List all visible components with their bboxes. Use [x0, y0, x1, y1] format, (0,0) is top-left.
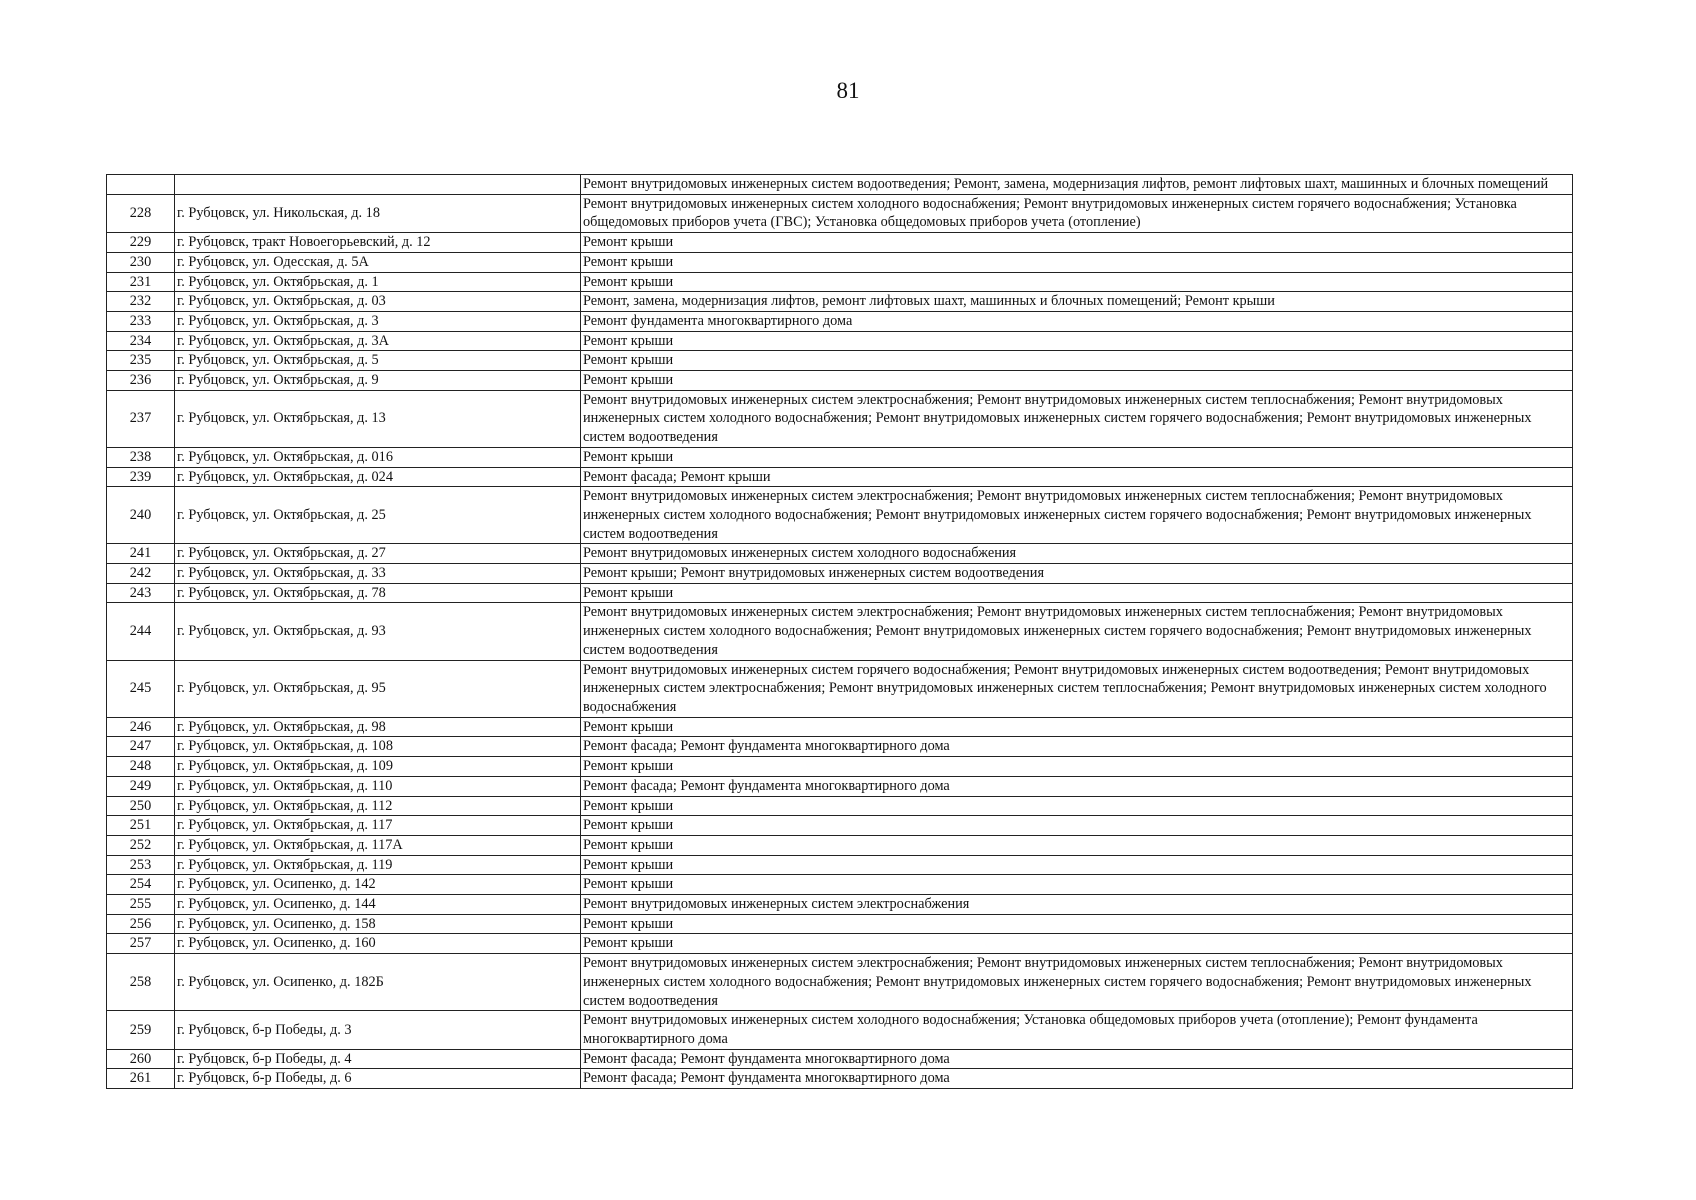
row-number: 239: [107, 467, 175, 487]
row-works: Ремонт внутридомовых инженерных систем электроснабжения; Ремонт внутридомовых инженерных систем теплоснабжения; Ремонт внутридомовых инженерных систем холодного водоснабжения; Ремонт внутридомовых инженерных систем горячего водоснабжения; Ремонт внутридомовых инженерных систем водоотведения: [581, 603, 1573, 660]
row-works: Ремонт крыши: [581, 757, 1573, 777]
row-works: Ремонт внутридомовых инженерных систем холодного водоснабжения; Установка общедомовых приборов учета (отопление); Ремонт фундамента многоквартирного дома: [581, 1011, 1573, 1049]
row-number: 257: [107, 934, 175, 954]
row-works: Ремонт внутридомовых инженерных систем холодного водоснабжения; Ремонт внутридомовых инженерных систем горячего водоснабжения; Установка общедомовых приборов учета (ГВС); Установка общедомовых приборов учета (отопление): [581, 194, 1573, 232]
row-number: 261: [107, 1069, 175, 1089]
row-address: г. Рубцовск, ул. Октябрьская, д. 016: [175, 447, 581, 467]
row-address: г. Рубцовск, ул. Осипенко, д. 142: [175, 875, 581, 895]
table-row: [107, 835, 1573, 855]
row-number: 228: [107, 194, 175, 232]
table-row: [107, 934, 1573, 954]
row-number: [107, 175, 175, 195]
row-address: г. Рубцовск, ул. Октябрьская, д. 3: [175, 311, 581, 331]
row-number: 254: [107, 875, 175, 895]
table-row: [107, 564, 1573, 584]
row-works: Ремонт фасада; Ремонт фундамента многоквартирного дома: [581, 737, 1573, 757]
table-body: [107, 175, 1573, 1089]
row-works: Ремонт фасада; Ремонт крыши: [581, 467, 1573, 487]
table-row: [107, 1011, 1573, 1049]
row-address: г. Рубцовск, б-р Победы, д. 3: [175, 1011, 581, 1049]
row-works: Ремонт крыши: [581, 914, 1573, 934]
table-row: [107, 175, 1573, 195]
table-row: [107, 390, 1573, 447]
row-address: г. Рубцовск, ул. Осипенко, д. 158: [175, 914, 581, 934]
row-number: 250: [107, 796, 175, 816]
row-number: 246: [107, 717, 175, 737]
row-address: г. Рубцовск, ул. Октябрьская, д. 119: [175, 855, 581, 875]
row-works: Ремонт внутридомовых инженерных систем электроснабжения; Ремонт внутридомовых инженерных систем теплоснабжения; Ремонт внутридомовых инженерных систем холодного водоснабжения; Ремонт внутридомовых инженерных систем горячего водоснабжения; Ремонт внутридомовых инженерных систем водоотведения: [581, 487, 1573, 544]
row-works: Ремонт крыши: [581, 583, 1573, 603]
row-number: 255: [107, 895, 175, 915]
row-number: 238: [107, 447, 175, 467]
row-number: 252: [107, 835, 175, 855]
table-row: [107, 487, 1573, 544]
table-row: [107, 660, 1573, 717]
row-works: Ремонт крыши: [581, 855, 1573, 875]
row-works: Ремонт крыши: [581, 371, 1573, 391]
table-row: [107, 583, 1573, 603]
row-works: Ремонт крыши: [581, 233, 1573, 253]
row-address: г. Рубцовск, ул. Октябрьская, д. 93: [175, 603, 581, 660]
row-number: 231: [107, 272, 175, 292]
row-works: Ремонт, замена, модернизация лифтов, ремонт лифтовых шахт, машинных и блочных помещений; Ремонт крыши: [581, 292, 1573, 312]
row-number: 241: [107, 544, 175, 564]
row-works: Ремонт внутридомовых инженерных систем холодного водоснабжения: [581, 544, 1573, 564]
row-works: Ремонт крыши: [581, 934, 1573, 954]
row-address: г. Рубцовск, ул. Никольская, д. 18: [175, 194, 581, 232]
row-address: г. Рубцовск, ул. Октябрьская, д. 117А: [175, 835, 581, 855]
row-works: Ремонт крыши: [581, 272, 1573, 292]
row-works: Ремонт фасада; Ремонт фундамента многоквартирного дома: [581, 1069, 1573, 1089]
row-address: г. Рубцовск, ул. Октябрьская, д. 1: [175, 272, 581, 292]
table-row: [107, 233, 1573, 253]
row-address: г. Рубцовск, ул. Октябрьская, д. 110: [175, 776, 581, 796]
row-address: г. Рубцовск, б-р Победы, д. 6: [175, 1069, 581, 1089]
table-row: [107, 252, 1573, 272]
table-row: [107, 757, 1573, 777]
row-number: 259: [107, 1011, 175, 1049]
row-address: г. Рубцовск, ул. Одесская, д. 5А: [175, 252, 581, 272]
row-works: Ремонт фасада; Ремонт фундамента многоквартирного дома: [581, 776, 1573, 796]
table-row: [107, 467, 1573, 487]
table-row: [107, 776, 1573, 796]
row-number: 244: [107, 603, 175, 660]
table-row: [107, 1049, 1573, 1069]
table-row: [107, 544, 1573, 564]
table-row: [107, 194, 1573, 232]
table-row: [107, 1069, 1573, 1089]
row-address: г. Рубцовск, ул. Октябрьская, д. 109: [175, 757, 581, 777]
row-works: Ремонт фундамента многоквартирного дома: [581, 311, 1573, 331]
row-address: г. Рубцовск, ул. Осипенко, д. 160: [175, 934, 581, 954]
row-works: Ремонт крыши: [581, 875, 1573, 895]
row-works: Ремонт внутридомовых инженерных систем электроснабжения; Ремонт внутридомовых инженерных систем теплоснабжения; Ремонт внутридомовых инженерных систем холодного водоснабжения; Ремонт внутридомовых инженерных систем горячего водоснабжения; Ремонт внутридомовых инженерных систем водоотведения: [581, 954, 1573, 1011]
row-number: 249: [107, 776, 175, 796]
row-number: 260: [107, 1049, 175, 1069]
row-works: Ремонт крыши: [581, 447, 1573, 467]
table-row: [107, 855, 1573, 875]
table-row: [107, 717, 1573, 737]
row-works: Ремонт внутридомовых инженерных систем водоотведения; Ремонт, замена, модернизация лифтов, ремонт лифтовых шахт, машинных и блочных помещений: [581, 175, 1573, 195]
row-works: Ремонт фасада; Ремонт фундамента многоквартирного дома: [581, 1049, 1573, 1069]
table-row: [107, 816, 1573, 836]
row-number: 230: [107, 252, 175, 272]
row-works: Ремонт крыши: [581, 717, 1573, 737]
table-row: [107, 875, 1573, 895]
row-address: г. Рубцовск, ул. Октябрьская, д. 3А: [175, 331, 581, 351]
row-address: г. Рубцовск, тракт Новоегорьевский, д. 12: [175, 233, 581, 253]
row-address: г. Рубцовск, ул. Осипенко, д. 182Б: [175, 954, 581, 1011]
row-address: г. Рубцовск, б-р Победы, д. 4: [175, 1049, 581, 1069]
row-number: 235: [107, 351, 175, 371]
row-number: 234: [107, 331, 175, 351]
row-address: г. Рубцовск, ул. Октябрьская, д. 112: [175, 796, 581, 816]
row-works: Ремонт крыши: [581, 816, 1573, 836]
row-number: 247: [107, 737, 175, 757]
row-address: г. Рубцовск, ул. Октябрьская, д. 9: [175, 371, 581, 391]
row-address: г. Рубцовск, ул. Октябрьская, д. 98: [175, 717, 581, 737]
row-works: Ремонт крыши: [581, 252, 1573, 272]
table-row: [107, 331, 1573, 351]
row-number: 240: [107, 487, 175, 544]
row-address: г. Рубцовск, ул. Октябрьская, д. 78: [175, 583, 581, 603]
row-number: 236: [107, 371, 175, 391]
table-row: [107, 914, 1573, 934]
row-address: г. Рубцовск, ул. Октябрьская, д. 117: [175, 816, 581, 836]
row-address: г. Рубцовск, ул. Октябрьская, д. 25: [175, 487, 581, 544]
table-row: [107, 796, 1573, 816]
table-row: [107, 737, 1573, 757]
row-address: г. Рубцовск, ул. Октябрьская, д. 13: [175, 390, 581, 447]
row-number: 233: [107, 311, 175, 331]
row-number: 242: [107, 564, 175, 584]
row-address: г. Рубцовск, ул. Октябрьская, д. 33: [175, 564, 581, 584]
row-address: г. Рубцовск, ул. Октябрьская, д. 03: [175, 292, 581, 312]
row-works: Ремонт внутридомовых инженерных систем электроснабжения: [581, 895, 1573, 915]
table-row: [107, 954, 1573, 1011]
row-number: 243: [107, 583, 175, 603]
row-works: Ремонт крыши; Ремонт внутридомовых инженерных систем водоотведения: [581, 564, 1573, 584]
row-number: 229: [107, 233, 175, 253]
row-works: Ремонт внутридомовых инженерных систем горячего водоснабжения; Ремонт внутридомовых инженерных систем водоотведения; Ремонт внутридомовых инженерных систем электроснабжения; Ремонт внутридомовых инженерных систем теплоснабжения; Ремонт внутридомовых инженерных систем холодного водоснабжения: [581, 660, 1573, 717]
row-address: г. Рубцовск, ул. Октябрьская, д. 27: [175, 544, 581, 564]
row-works: Ремонт внутридомовых инженерных систем электроснабжения; Ремонт внутридомовых инженерных систем теплоснабжения; Ремонт внутридомовых инженерных систем холодного водоснабжения; Ремонт внутридомовых инженерных систем горячего водоснабжения; Ремонт внутридомовых инженерных систем водоотведения: [581, 390, 1573, 447]
row-works: Ремонт крыши: [581, 351, 1573, 371]
table-row: [107, 447, 1573, 467]
row-address: [175, 175, 581, 195]
table-row: [107, 292, 1573, 312]
row-works: Ремонт крыши: [581, 331, 1573, 351]
page-number: 81: [836, 78, 860, 103]
row-address: г. Рубцовск, ул. Осипенко, д. 144: [175, 895, 581, 915]
table-row: [107, 351, 1573, 371]
row-address: г. Рубцовск, ул. Октябрьская, д. 5: [175, 351, 581, 371]
row-address: г. Рубцовск, ул. Октябрьская, д. 95: [175, 660, 581, 717]
row-number: 232: [107, 292, 175, 312]
row-number: 258: [107, 954, 175, 1011]
row-number: 251: [107, 816, 175, 836]
row-number: 248: [107, 757, 175, 777]
table-row: [107, 311, 1573, 331]
row-works: Ремонт крыши: [581, 835, 1573, 855]
table-row: [107, 272, 1573, 292]
row-number: 245: [107, 660, 175, 717]
table-row: [107, 371, 1573, 391]
row-number: 253: [107, 855, 175, 875]
row-number: 237: [107, 390, 175, 447]
row-works: Ремонт крыши: [581, 796, 1573, 816]
row-address: г. Рубцовск, ул. Октябрьская, д. 108: [175, 737, 581, 757]
row-number: 256: [107, 914, 175, 934]
row-address: г. Рубцовск, ул. Октябрьская, д. 024: [175, 467, 581, 487]
works-table: [106, 174, 1573, 1089]
table-row: [107, 895, 1573, 915]
table-row: [107, 603, 1573, 660]
